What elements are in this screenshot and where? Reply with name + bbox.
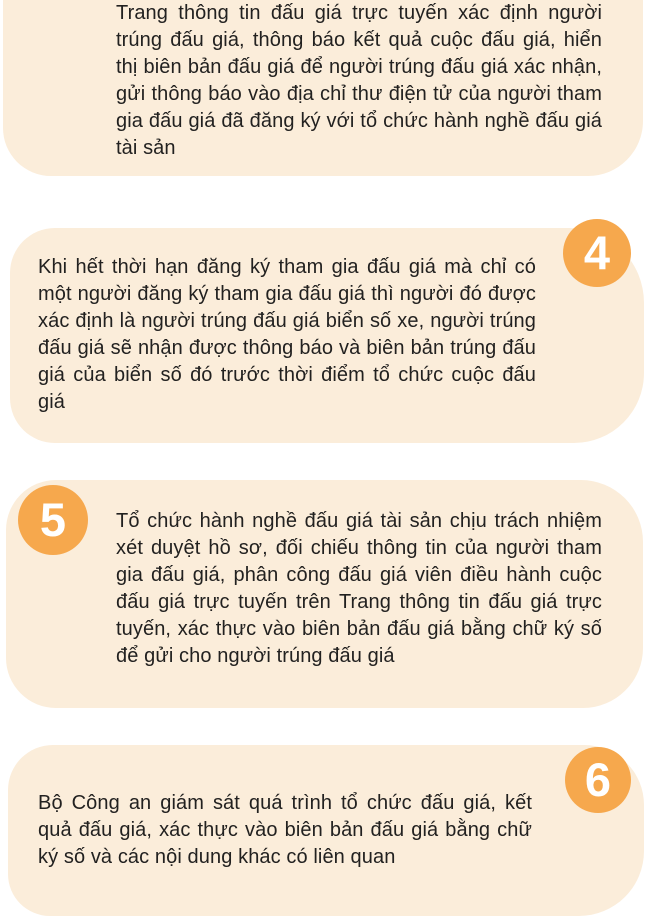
- step-4-number: 4: [583, 225, 611, 279]
- step-6-text: Bộ Công an giám sát quá trình tổ chức đấu giá, kết quả đấu giá, xác thực vào biên bản đấu giá bằng chữ ký số và các nội dung khác có liên quan: [38, 792, 532, 868]
- step-5-number-badge: [18, 485, 88, 555]
- step-6-number: 6: [584, 752, 612, 806]
- step-4-text: Khi hết thời hạn đăng ký tham gia đấu giá mà chỉ có một người đăng ký tham gia đấu giá thì người đó được xác định là người trúng đấu giá biển số xe, người trúng đấu giá sẽ nhận được thông báo và biên bản trúng đấu giá của biển số đó trước thời điểm tổ chức cuộc đấu giá: [38, 256, 536, 413]
- step-5-number: 5: [39, 492, 67, 546]
- step-4-number-badge: [563, 219, 631, 287]
- step-5-text: Tổ chức hành nghề đấu giá tài sản chịu trách nhiệm xét duyệt hồ sơ, đối chiếu thông tin của người tham gia đấu giá, phân công đấu giá viên điều hành cuộc đấu giá trực tuyến trên Trang thông tin đấu giá trực tuyến, xác thực vào biên bản đấu giá bằng chữ ký số để gửi cho người trúng đấu giá: [116, 510, 602, 667]
- step-3-text: Trang thông tin đấu giá trực tuyến xác định người trúng đấu giá, thông báo kết quả cuộc đấu giá, hiển thị biên bản đấu giá để người trúng đấu giá xác nhận, gửi thông báo vào địa chỉ thư điện tử của người tham gia đấu giá đã đăng ký với tổ chức hành nghề đấu giá tài sản: [116, 2, 602, 159]
- step-6-number-badge: [565, 747, 631, 813]
